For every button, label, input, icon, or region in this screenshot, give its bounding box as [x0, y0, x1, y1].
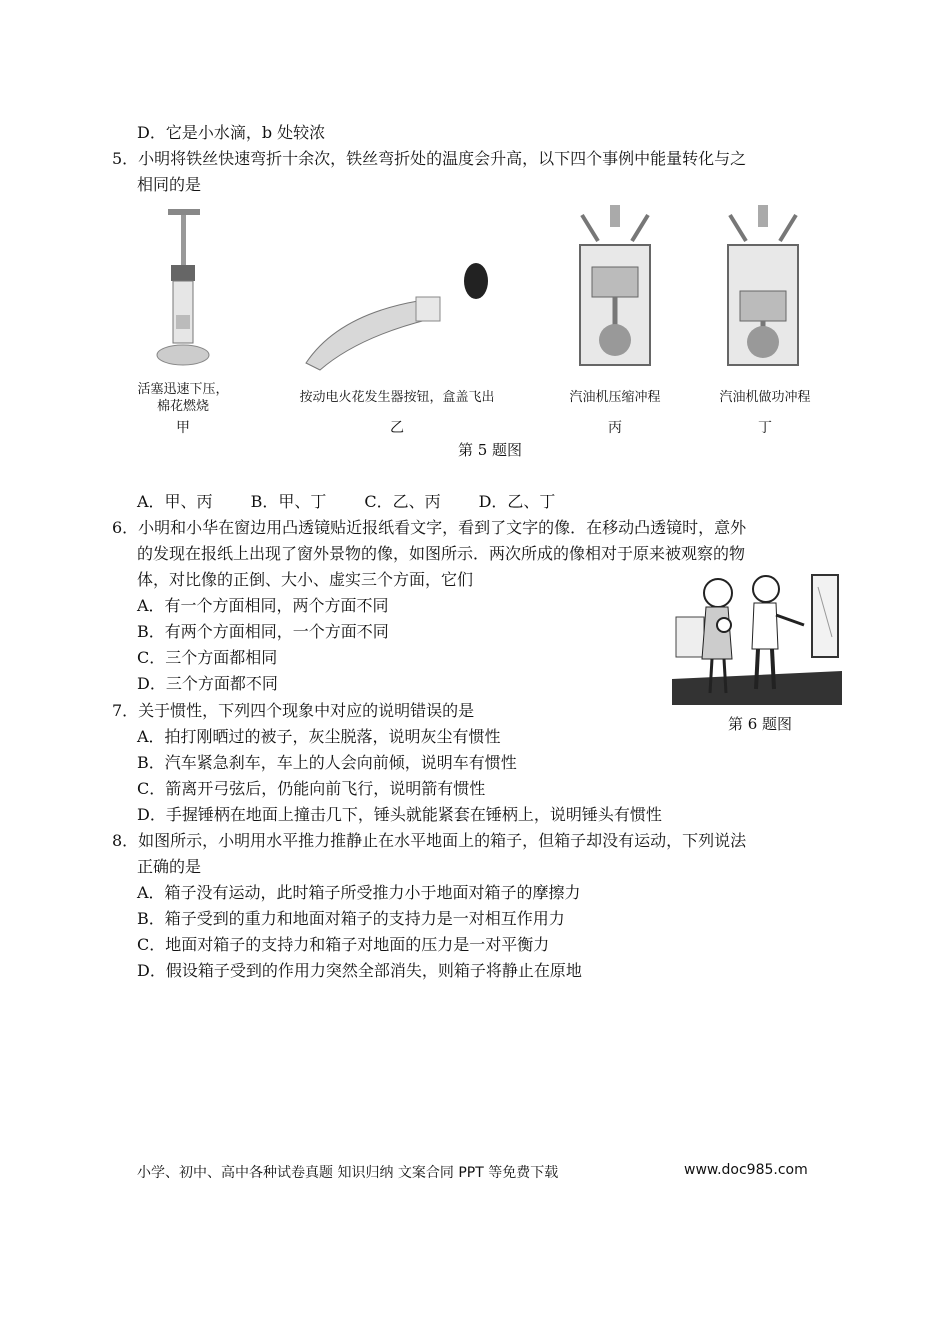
spark-generator-figure — [298, 255, 498, 375]
q7-option-b: B．汽车紧急刹车，车上的人会向前倾，说明车有惯性 — [137, 753, 517, 772]
q5-option-b: B．甲、丁 — [250, 492, 327, 511]
q6-stem-line2: 的发现在报纸上出现了窗外景物的像，如图所示．两次所成的像相对于原来被观察的物 — [137, 544, 746, 563]
q5-option-c: C．乙、丙 — [364, 492, 441, 511]
compression-stroke-figure — [570, 205, 660, 375]
q5-stem-line1: 5．小明将铁丝快速弯折十余次，铁丝弯折处的温度会升高，以下四个事例中能量转化与之 — [112, 149, 747, 168]
q5-option-a: A．甲、丙 — [137, 492, 213, 511]
lens-window-figure — [672, 567, 842, 705]
piston-pump-figure — [148, 205, 218, 375]
q7-stem: 7．关于惯性，下列四个现象中对应的说明错误的是 — [112, 701, 475, 720]
q8-option-b: B．箱子受到的重力和地面对箱子的支持力是一对相互作用力 — [137, 909, 565, 928]
q5-option-d: D．乙、丁 — [478, 492, 556, 511]
fig-yi-label: 乙 — [390, 420, 404, 436]
footer-url[interactable]: www.doc985.com — [684, 1162, 808, 1178]
q7-option-c: C．箭离开弓弦后，仍能向前飞行，说明箭有惯性 — [137, 779, 486, 798]
fig-jia-caption: 活塞迅速下压， 棉花燃烧 — [137, 382, 229, 414]
fig-bing-label: 丙 — [608, 420, 622, 436]
q6-option-a: A．有一个方面相同，两个方面不同 — [137, 596, 389, 615]
q7-option-a: A．拍打刚晒过的被子，灰尘脱落，说明灰尘有惯性 — [137, 727, 501, 746]
q8-option-c: C．地面对箱子的支持力和箱子对地面的压力是一对平衡力 — [137, 935, 550, 954]
q8-stem-line1: 8．如图所示，小明用水平推力推静止在水平地面上的箱子，但箱子却没有运动，下列说法 — [112, 831, 747, 850]
q6-stem-line3: 体，对比像的正倒、大小、虚实三个方面，它们 — [137, 570, 474, 589]
q5-figure-title: 第 5 题图 — [457, 441, 523, 459]
q8-option-a: A．箱子没有运动，此时箱子所受推力小于地面对箱子的摩擦力 — [137, 883, 581, 902]
q8-stem-line2: 正确的是 — [137, 857, 202, 876]
footer-text: 小学、初中、高中各种试卷真题 知识归纳 文案合同 PPT 等免费下载 — [137, 1165, 559, 1181]
fig-yi-caption: 按动电火花发生器按钮，盒盖飞出 — [299, 390, 495, 405]
q6-option-b: B．有两个方面相同，一个方面不同 — [137, 622, 389, 641]
power-stroke-figure — [718, 205, 808, 375]
q8-option-d: D．假设箱子受到的作用力突然全部消失，则箱子将静止在原地 — [137, 961, 582, 980]
fig-ding-caption: 汽油机做功冲程 — [719, 390, 811, 405]
q4-option-d: D．它是小水滴，b 处较浓 — [137, 123, 326, 142]
q7-option-d: D．手握锤柄在地面上撞击几下，锤头就能紧套在锤柄上，说明锤头有惯性 — [137, 805, 662, 824]
q6-option-c: C．三个方面都相同 — [137, 648, 278, 667]
fig-ding-label: 丁 — [758, 420, 772, 436]
q6-option-d: D．三个方面都不同 — [137, 674, 278, 693]
fig-jia-label: 甲 — [176, 420, 190, 436]
q5-stem-line2: 相同的是 — [137, 175, 202, 194]
q6-figure-title: 第 6 题图 — [727, 715, 793, 733]
q6-stem-line1: 6．小明和小华在窗边用凸透镜贴近报纸看文字，看到了文字的像．在移动凸透镜时，意外 — [112, 518, 747, 537]
q5-options — [137, 491, 593, 513]
fig-bing-caption: 汽油机压缩冲程 — [569, 390, 661, 405]
